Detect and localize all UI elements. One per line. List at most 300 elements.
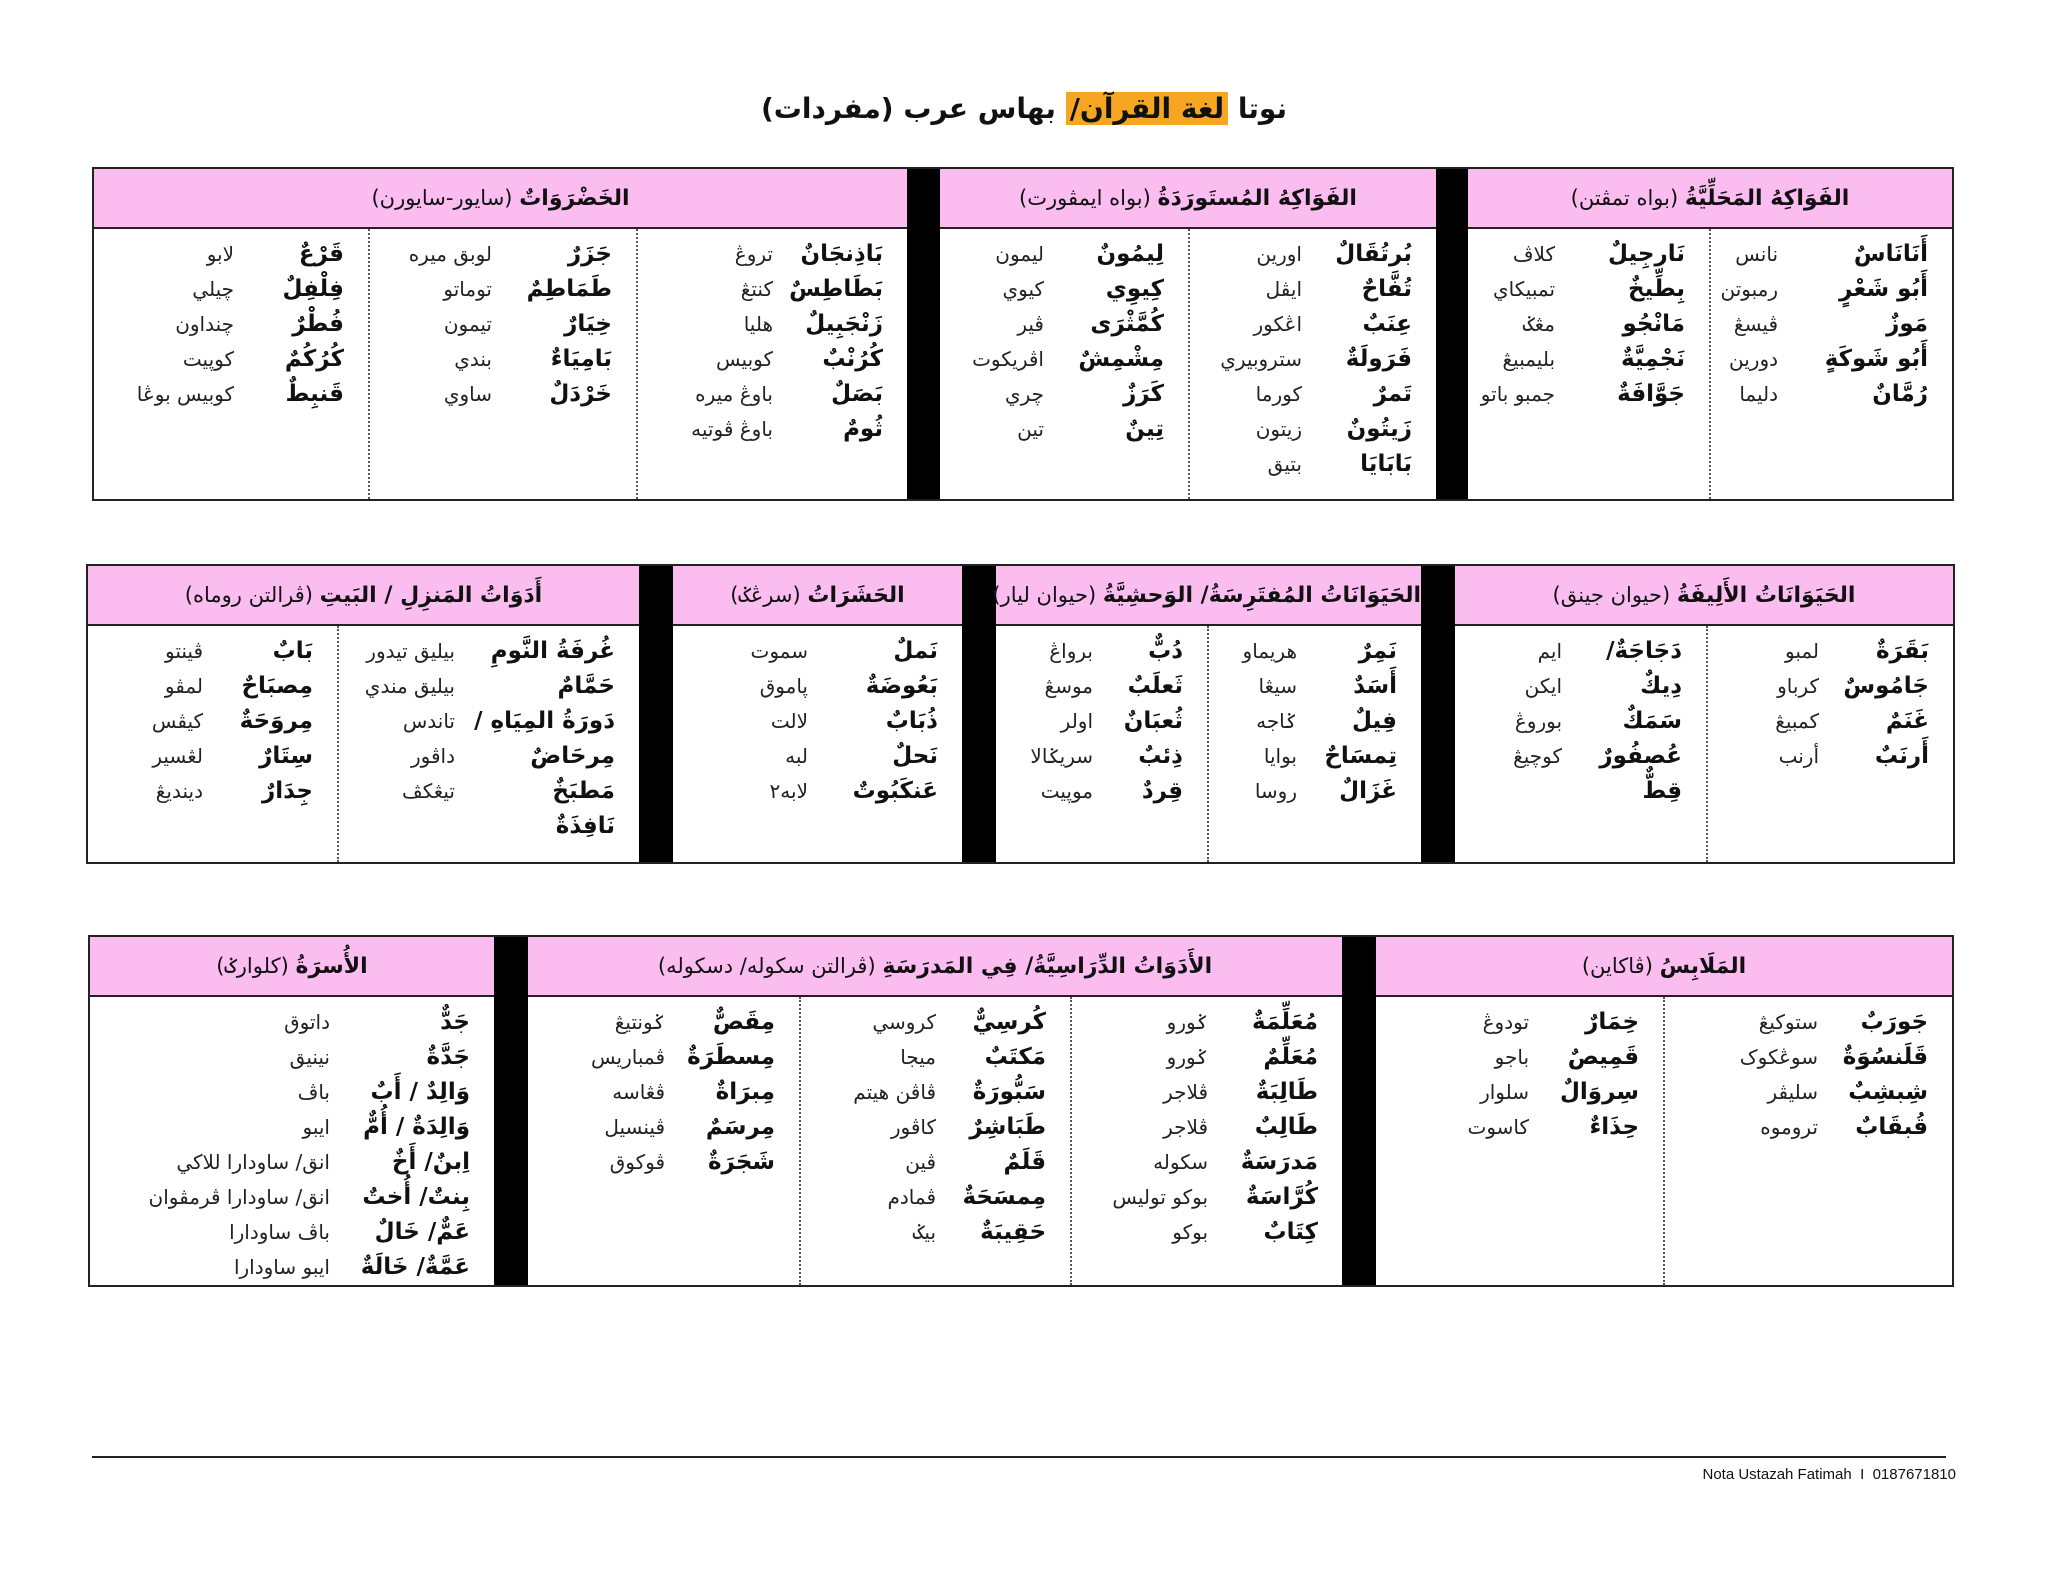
malay-meaning: لمڤو [164,674,203,698]
malay-meaning: زيتون [1255,417,1302,441]
arabic-word: مِقَصٌّ [712,1009,776,1035]
vocab-entry [528,1005,775,1040]
arabic-word: فِلْفِلٌ [282,276,344,302]
malay-meaning: ڤاڤن هيتم [853,1080,937,1104]
arabic-word: غَزَالٌ [1339,778,1397,804]
vocab-entry [1665,1005,1928,1040]
arabic-word: جَوَّافَةٌ [1617,381,1686,407]
malay-meaning: ڤينتو [165,639,203,663]
word-list [940,229,1188,447]
malay-meaning: داڤور [410,744,455,768]
vocab-entry [801,1040,1046,1075]
word-list [339,626,639,844]
arabic-word: قَلَنسُوَةٌ [1842,1044,1929,1070]
word-list [90,997,494,1285]
arabic-word: مِرسَمٌ [705,1114,776,1140]
malay-meaning: نينيق [289,1045,330,1069]
family-subtitle: (کلوارݢ) [216,953,289,978]
arabic-word: ثَعلَبٌ [1127,673,1183,699]
vocab-entry [370,307,612,342]
vocab-entry [673,774,938,809]
arabic-word: جَدٌّ [440,1009,470,1035]
vocab-entry [94,342,344,377]
wild-animals-subtitle: (حيوان ليار) [992,582,1097,607]
vocab-entry [1072,1005,1318,1040]
imported-fruits-title: الفَوَاكِهُ المُستَورَدَةُ [1157,185,1357,211]
malay-meaning: ليمون [995,242,1044,266]
arabic-word: مِروَحَةٌ [239,708,313,734]
vocab-entry [90,1075,470,1110]
malay-meaning: لڠسير [152,744,203,768]
vocab-entry [90,1110,470,1145]
word-list [996,626,1207,809]
vocab-entry [1468,377,1685,412]
malay-meaning: ݢورو [1166,1045,1209,1069]
malay-meaning: ستوکيڠ [1758,1010,1819,1034]
malay-meaning: کوچيڠ [1513,744,1563,768]
malay-meaning: چيلي [192,277,234,301]
arabic-word: كَرَزٌ [1123,381,1164,407]
word-column [87,625,338,863]
malay-meaning: کلاڤ [1512,242,1556,266]
arabic-word: أَرنَبٌ [1874,743,1930,769]
vocab-entry [801,1145,1046,1180]
arabic-word: مَكتَبٌ [984,1044,1047,1070]
arabic-word: طَالِبَةٌ [1255,1079,1319,1105]
malay-meaning: لوبق ميره [408,242,492,266]
arabic-word: بِطِّيخٌ [1628,276,1686,302]
vocab-entry [1072,1110,1318,1145]
arabic-word: تِمسَاحٌ [1324,743,1397,769]
malay-meaning: بوايا [1263,744,1297,768]
vocab-entry [1209,704,1397,739]
word-list [801,997,1070,1250]
vocab-entry [801,1075,1046,1110]
arabic-word: نَملٌ [893,638,938,664]
column-separator [962,565,996,863]
arabic-word: قَمِيصٌ [1567,1044,1640,1070]
arabic-word: ثُومٌ [843,416,883,442]
word-column [528,996,800,1286]
malay-meaning: باڤ [297,1080,330,1104]
malay-meaning: دليما [1739,382,1779,406]
vocab-entry [638,377,883,412]
vocab-entry [1665,1075,1928,1110]
imported-fruits-subtitle: (بواه ايمڤورت) [1019,185,1151,210]
vocab-entry [1468,237,1685,272]
vocab-entry [1209,774,1397,809]
malay-meaning: ايکن [1524,674,1563,698]
malay-meaning: سوڠکوک [1739,1045,1819,1069]
arabic-word: وَالِدَةٌ / أُمٌّ [363,1114,470,1140]
arabic-word: نَافِذَةٌ [555,813,615,839]
malay-meaning: ڤين [905,1150,937,1174]
vocab-entry [940,237,1164,272]
arabic-word: لِيمُونٌ [1096,241,1164,267]
arabic-word: خَرْدَلٌ [549,381,612,407]
vocab-entry [1708,739,1929,774]
arabic-word: فَرَولَةٌ [1345,346,1412,372]
arabic-word: دُبٌّ [1148,638,1183,664]
vocab-entry [339,704,615,739]
malay-meaning: تودوڠ [1482,1010,1530,1034]
word-list [88,626,337,809]
vocab-entry [1209,739,1397,774]
vocab-entry [801,1180,1046,1215]
arabic-word: جِدَارٌ [262,778,313,804]
malay-meaning: ݢاجه [1256,709,1297,733]
school-title: الأَدَوَاتُ الدِّرَاسِيَّةُ/ فِي المَدرَسَةِ [882,953,1213,979]
malay-meaning: دورين [1729,347,1779,371]
malay-meaning: اورين [1256,242,1302,266]
insects-title: الحَشَرَاتُ [807,582,905,608]
malay-meaning: انق/ ساودارا للاکي [176,1150,330,1174]
malay-meaning: لمبو [1784,639,1820,663]
word-list [673,626,962,809]
malay-meaning: باڤ ساودارا [229,1220,330,1244]
arabic-word: سَبُّورَةٌ [972,1079,1047,1105]
vocab-entry [1376,1040,1639,1075]
word-column [996,625,1208,863]
arabic-word: عِنَبٌ [1362,311,1412,337]
malay-meaning: ڤلاجر [1163,1080,1209,1104]
vocab-entry [801,1110,1046,1145]
arabic-word: بَعُوضَةٌ [865,673,938,699]
malay-meaning: ڤير [1017,312,1044,336]
arabic-word: طَبَاشِرٌ [969,1114,1047,1140]
malay-meaning: بندي [454,347,492,371]
malay-meaning: دينديڠ [155,779,203,803]
vocab-entry [94,377,344,412]
vocab-entry [673,669,938,704]
word-column [1710,228,1953,500]
arabic-word: مِصبَاحٌ [241,673,313,699]
vocab-entry [1072,1075,1318,1110]
word-column [1208,625,1421,863]
household-title: أَدَوَاتُ المَنزِلِ / البَيتِ [319,582,543,608]
vocab-entry [88,739,313,774]
pets-title: الحَيَوَانَاتُ الأَلِيفَةُ [1676,582,1856,608]
footer-divider [92,1456,1946,1458]
arabic-word: مِبرَاةٌ [715,1079,776,1105]
malay-meaning: کورما [1255,382,1302,406]
word-column [89,996,494,1286]
clothes-title: المَلَابِسُ [1659,953,1747,979]
word-column [338,625,639,863]
word-list [1665,997,1952,1145]
malay-meaning: ڤوکوق [609,1150,666,1174]
malay-meaning: کرباو [1777,674,1820,698]
vocab-entry [339,669,615,704]
vocab-entry [528,1040,775,1075]
malay-meaning: بوکو توليس [1112,1185,1209,1209]
word-list [1072,997,1342,1250]
arabic-word: كِتَابٌ [1263,1219,1319,1245]
arabic-word: مُعَلِّمَةٌ [1252,1009,1319,1035]
vocab-entry [801,1005,1046,1040]
school-subtitle: (ڤرالتن سکوله/ دسکوله) [657,953,876,978]
arabic-word: مُعَلِّمٌ [1263,1044,1319,1070]
word-column [1455,625,1707,863]
arabic-word: كُمَّثْرَى [1090,311,1164,337]
local-fruits-header [1468,168,1953,228]
arabic-word: جَزَرٌ [567,241,612,267]
arabic-word: فُطْرٌ [292,311,344,337]
malay-meaning: لبه [785,744,808,768]
arabic-word: طَمَاطِمٌ [526,276,612,302]
vocab-entry [638,342,883,377]
malay-meaning: تيڠکڤ [402,779,455,803]
word-column [800,996,1071,1286]
malay-meaning: تروموه [1760,1115,1819,1139]
malay-meaning: موڽيت [1040,779,1093,803]
page-title [0,92,2048,125]
arabic-word: دَورَةُ المِيَاهِ / [474,708,615,734]
arabic-word: بَطَاطِسٌ [789,276,883,302]
wild-animals-header [992,565,1421,625]
malay-meaning: ڤيسڠ [1733,312,1779,336]
pets-header [1455,565,1954,625]
malay-meaning: باجو [1494,1045,1530,1069]
arabic-word: بَاذِنجَانٌ [800,241,883,267]
word-column [637,228,907,500]
malay-meaning: سليڤر [1767,1080,1819,1104]
malay-meaning: ڤمادم [887,1185,937,1209]
vocab-entry [1072,1215,1318,1250]
arabic-word: قَلَمٌ [1003,1149,1047,1175]
arabic-word: شِبشِبٌ [1848,1079,1929,1105]
vocab-entry [1711,377,1928,412]
vocab-entry [339,634,615,669]
arabic-word: كُرُنْبٌ [822,346,883,372]
vocab-entry [1376,1075,1639,1110]
malay-meaning: انق/ ساودارا ڤرمڤوان [148,1185,330,1209]
malay-meaning: بيݢ [912,1220,937,1244]
malay-meaning: ڽاموق [759,674,808,698]
imported-fruits-header [940,168,1436,228]
arabic-word: سِتَارٌ [259,743,313,769]
arabic-word: ذِئبٌ [1138,743,1183,769]
malay-meaning: أرنب [1778,744,1820,768]
household-subtitle: (ڤرالتن روماه) [184,582,313,607]
vocab-entry [370,377,612,412]
malay-meaning: هليا [743,312,773,336]
word-column [93,228,369,500]
vocab-entry [1190,307,1412,342]
vocab-entry [1190,447,1412,482]
animals-household-table [86,564,1955,864]
vocab-entry [1665,1110,1928,1145]
arabic-word: قَرْعٌ [298,241,344,267]
malay-meaning: سريݢالا [1030,744,1093,768]
arabic-word: ثُعبَانٌ [1123,708,1183,734]
malay-meaning: ساوي [443,382,492,406]
malay-meaning: هريماو [1242,639,1297,663]
vegetables-title: الخَضْرَوَاتٌ [519,185,630,211]
arabic-word: وَالِدٌ / أَبٌ [370,1079,470,1105]
malay-meaning: ݢورو [1166,1010,1209,1034]
malay-meaning: موسڠ [1044,674,1093,698]
arabic-word: قِردٌ [1141,778,1183,804]
pets-subtitle: (حيوان جينق) [1552,582,1671,607]
malay-meaning: تمبيکاي [1493,277,1556,301]
vocab-entry [1708,704,1929,739]
arabic-word: نَارجِيلٌ [1608,241,1686,267]
arabic-word: كُرسِيٌّ [972,1009,1047,1035]
local-fruits-subtitle: (بواه تمڤتن) [1570,185,1679,210]
arabic-word: حَمَّامٌ [557,673,615,699]
arabic-word: قُبقَابٌ [1855,1114,1929,1140]
arabic-word: عَنكَبُوتٌ [852,778,938,804]
malay-meaning: چري [1004,382,1044,406]
vocab-entry [996,704,1183,739]
arabic-word: نَجْمِيَّةٌ [1621,346,1686,372]
word-list [1190,229,1436,482]
arabic-word: مَطبَخٌ [552,778,615,804]
vocab-entry [1190,412,1412,447]
word-list [1468,229,1709,412]
malay-meaning: نانس [1735,242,1779,266]
vocab-entry [1072,1040,1318,1075]
arabic-word: جَدَّةٌ [426,1044,470,1070]
word-list [1708,626,1953,774]
vocab-entry [90,1180,470,1215]
malay-meaning: توماتو [443,277,492,301]
malay-meaning: کيڤس [151,709,203,733]
arabic-word: اِبنٌ/ أَخٌ [391,1149,470,1175]
malay-meaning: بيليق تيدور [366,639,455,663]
vocab-entry [1708,634,1929,669]
arabic-word: مِسطَرَةٌ [687,1044,776,1070]
insects-header [673,565,962,625]
vocab-entry [673,634,938,669]
arabic-word: عَمٌّ/ خَالٌ [374,1219,470,1245]
word-list [638,229,907,447]
malay-meaning: ڤلاجر [1163,1115,1209,1139]
malay-meaning: ايبو [302,1115,330,1139]
word-column [1468,228,1710,500]
malay-meaning: کوبيس بوڠا [136,382,234,406]
arabic-word: شَجَرَةٌ [707,1149,776,1175]
word-column [1664,996,1953,1286]
word-list [1455,626,1706,809]
vocab-entry [88,774,313,809]
malay-meaning: بوکو [1172,1220,1209,1244]
vocab-entry [1711,237,1928,272]
malay-meaning: سکوله [1153,1150,1209,1174]
arabic-word: حِذَاءٌ [1589,1114,1640,1140]
clothes-school-family-table [88,935,1954,1287]
vocab-entry [996,774,1183,809]
vocab-entry [339,809,615,844]
malay-meaning: روسا [1254,779,1297,803]
vocab-entry [1455,669,1682,704]
vocab-entry [1665,1040,1928,1075]
word-column [1071,996,1342,1286]
vocab-entry [1072,1180,1318,1215]
vocab-entry [370,342,612,377]
malay-meaning: کنتڠ [740,277,773,301]
column-separator [1436,168,1468,500]
arabic-word: كُرَّاسَةٌ [1245,1184,1319,1210]
vocab-entry [370,237,612,272]
malay-meaning: ميجا [900,1045,937,1069]
vocab-entry [528,1075,775,1110]
title-suffix: بهاس عرب (مفردات) [761,92,1056,125]
vocab-entry [88,704,313,739]
arabic-word: نَمِرٌ [1358,638,1397,664]
word-list [1376,997,1663,1145]
malay-meaning: ايم [1537,639,1563,663]
vocab-entry [1376,1110,1639,1145]
word-list [1209,626,1421,809]
word-column [673,625,962,863]
malay-meaning: ݢونتيڠ [614,1010,666,1034]
insects-subtitle: (سرڠݢ) [730,582,801,607]
malay-meaning: کوڽيت [182,347,234,371]
arabic-word: سِروَالٌ [1559,1079,1640,1105]
vocab-entry [1190,342,1412,377]
arabic-word: زَنْجَبِيلٌ [805,311,883,337]
arabic-word: بَصَلٌ [831,381,883,407]
malay-meaning: کروسي [872,1010,937,1034]
vocab-entry [1209,634,1397,669]
vocab-entry [638,237,883,272]
word-list [1711,229,1952,412]
vocab-entry [996,634,1183,669]
arabic-word: خِمَارٌ [1585,1009,1640,1035]
vocab-entry [94,272,344,307]
household-header [87,565,639,625]
arabic-word: حَقِيبَةٌ [980,1219,1047,1245]
arabic-word: بَابٌ [272,638,313,664]
malay-meaning: باوڠ ڤوتيه [691,417,773,441]
vocab-entry [94,307,344,342]
malay-meaning: کاڤور [890,1115,937,1139]
arabic-word: بَامِيَاءٌ [550,346,612,372]
vocab-entry [1455,704,1682,739]
arabic-word: مَدرَسَةٌ [1240,1149,1319,1175]
malay-meaning: ڤمباريس [591,1045,666,1069]
arabic-word: عَمَّةٌ/ خَالَةٌ [360,1254,470,1280]
vocab-entry [1072,1145,1318,1180]
arabic-word: ذُبَابٌ [885,708,938,734]
arabic-word: أَبُو شَوكَةٍ [1824,346,1929,372]
arabic-word: كُرُكُمٌ [284,346,344,372]
malay-meaning: کيوي [1002,277,1044,301]
vocab-entry [1468,272,1685,307]
vocab-entry [638,307,883,342]
malay-meaning: جمبو باتو [1480,382,1556,406]
word-column [1189,228,1436,500]
wild-animals-title: الحَيَوَانَاتُ المُفتَرِسَةُ/ الوَحشِيَّةُ [1102,582,1421,608]
malay-meaning: اولر [1060,709,1093,733]
arabic-word: تَمرٌ [1373,381,1412,407]
arabic-word: مِرحَاضٌ [530,743,615,769]
column-separator [639,565,673,863]
malay-meaning: لابو [206,242,234,266]
arabic-word: جَورَبٌ [1860,1009,1929,1035]
vocab-entry [996,739,1183,774]
vocab-entry [1711,307,1928,342]
malay-meaning: مڠݢ [1522,312,1556,336]
arabic-word: غُرفَةُ النَّومِ [490,638,615,664]
vocab-entry [673,704,938,739]
vocab-entry [1468,307,1685,342]
vocab-entry [88,634,313,669]
arabic-word: زَيتُونٌ [1346,416,1412,442]
vocab-entry [339,739,615,774]
